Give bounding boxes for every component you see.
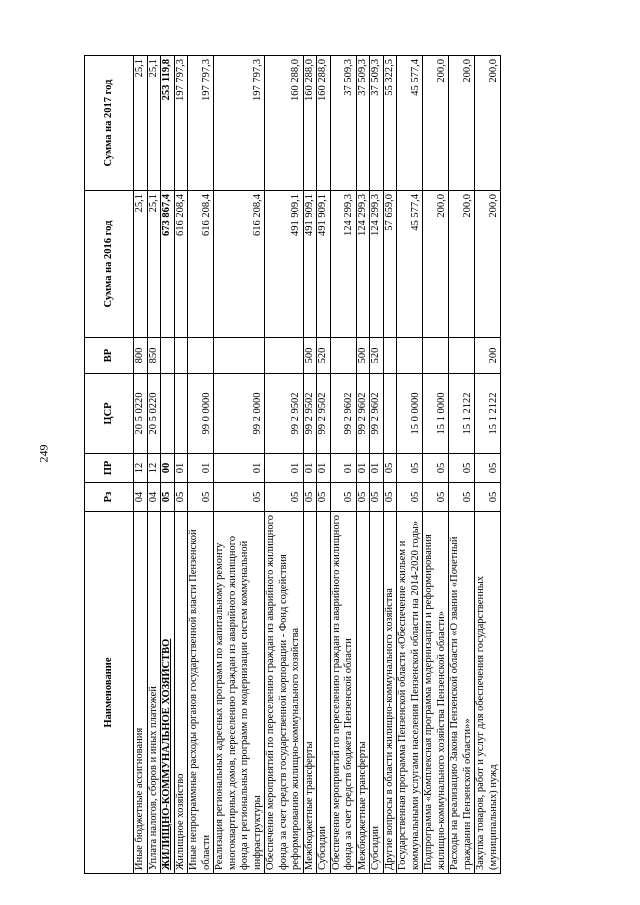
cell-csr [161,374,175,454]
cell-sum-2016: 673 867,4 [161,191,175,338]
table-row [188,56,214,874]
header-sum-2017: Сумма на 2017 год [85,56,134,191]
cell-name: Иные непрограммные расходы органов государственной власти Пензенской области [188,512,214,874]
header-csr: ЦСР [85,374,134,454]
cell-csr: 99 2 9602 [330,374,356,454]
cell-pr: 05 [449,454,475,483]
cell-sum-2016: 25,1 [134,191,148,338]
header-pr: ПР [85,454,134,483]
cell-name: Расходы на реализацию Закона Пензенской области «О звании «Почетный гражданин Пензенской области»» [449,512,475,874]
cell-sum-2017: 45 577,4 [397,56,423,191]
cell-name: Подпрограмма «Комплексная программа модернизации и реформирования жилищно-коммунального хозяйства Пензенской области» [423,512,449,874]
table-body [134,56,501,874]
cell-sum-2016: 616 208,4 [174,191,188,338]
cell-name: Иные бюджетные ассигнования [134,512,148,874]
cell-pr: 00 [161,454,175,483]
cell-vr [161,338,175,374]
cell-vr [214,338,265,374]
cell-csr: 99 2 9502 [265,374,304,454]
cell-csr: 15 1 0000 [423,374,449,454]
cell-name: Государственная программа Пензенской области «Обеспечение жильем и коммунальными услугами населения Пензенской области на 2014-2020 годы» [397,512,423,874]
cell-rz: 05 [303,483,317,512]
cell-rz: 05 [383,483,397,512]
cell-vr [397,338,423,374]
cell-sum-2017: 197 797,3 [188,56,214,191]
table-row [317,56,331,874]
cell-pr: 01 [265,454,304,483]
cell-pr: 01 [370,454,384,483]
cell-pr: 01 [303,454,317,483]
cell-name: Реализация региональных адресных программ по капитальному ремонту многоквартирных домов, переселению граждан из аварийного жилищного фонда и региональных программ по модернизации систем коммунальной инфраструктуры [214,512,265,874]
cell-csr: 99 2 9602 [370,374,384,454]
cell-vr [188,338,214,374]
cell-sum-2017: 197 797,3 [214,56,265,191]
cell-rz: 05 [174,483,188,512]
cell-sum-2016: 200,0 [423,191,449,338]
cell-csr: 99 2 9502 [303,374,317,454]
table-row [265,56,304,874]
cell-csr: 15 0 0000 [397,374,423,454]
cell-sum-2016: 200,0 [449,191,475,338]
cell-vr [265,338,304,374]
cell-sum-2016: 124 299,3 [370,191,384,338]
table-row [174,56,188,874]
cell-sum-2017: 37 509,3 [330,56,356,191]
cell-rz: 05 [265,483,304,512]
table-row [423,56,449,874]
table-row [397,56,423,874]
cell-rz: 05 [475,483,501,512]
cell-name: Межбюджетные трансферты [303,512,317,874]
cell-csr [383,374,397,454]
cell-vr: 800 [134,338,148,374]
cell-sum-2017: 253 119,8 [161,56,175,191]
cell-sum-2016: 57 659,0 [383,191,397,338]
cell-name: Субсидии [317,512,331,874]
cell-sum-2016: 491 909,1 [265,191,304,338]
table-row [161,56,175,874]
cell-rz: 05 [449,483,475,512]
cell-vr [330,338,356,374]
cell-sum-2016: 491 909,1 [317,191,331,338]
header-rz: Рз [85,483,134,512]
cell-sum-2017: 160 288,0 [303,56,317,191]
cell-rz: 05 [317,483,331,512]
table-row [214,56,265,874]
cell-sum-2017: 200,0 [423,56,449,191]
cell-sum-2017: 160 288,0 [317,56,331,191]
table-row [383,56,397,874]
table-row [147,56,161,874]
cell-vr [383,338,397,374]
cell-pr: 05 [475,454,501,483]
cell-pr: 05 [423,454,449,483]
cell-vr [423,338,449,374]
cell-sum-2016: 616 208,4 [214,191,265,338]
header-name: Наименование [85,512,134,874]
table-row [356,56,370,874]
cell-name: Субсидии [370,512,384,874]
header-row [85,56,134,874]
cell-sum-2017: 25,1 [134,56,148,191]
cell-name: Межбюджетные трансферты [356,512,370,874]
cell-sum-2016: 124 299,3 [330,191,356,338]
cell-rz: 05 [161,483,175,512]
cell-pr: 05 [383,454,397,483]
table-row [330,56,356,874]
cell-name: Жилищное хозяйство [174,512,188,874]
cell-pr: 01 [317,454,331,483]
cell-sum-2017: 200,0 [475,56,501,191]
cell-name: Обеспечение мероприятий по переселению граждан из аварийного жилищного фонда за счет средств государственной корпорации - Фонд содействия реформированию жилищно-коммунального хозяйства [265,512,304,874]
cell-sum-2017: 37 509,3 [370,56,384,191]
cell-rz: 05 [356,483,370,512]
cell-vr: 520 [317,338,331,374]
cell-pr: 12 [134,454,148,483]
cell-sum-2016: 45 577,4 [397,191,423,338]
budget-table-area [84,56,583,874]
cell-pr: 05 [397,454,423,483]
cell-name: Закупка товаров, работ и услуг для обеспечения государственных (муниципальных) нужд [475,512,501,874]
cell-csr: 99 2 9602 [356,374,370,454]
cell-sum-2016: 616 208,4 [188,191,214,338]
cell-csr [174,374,188,454]
cell-sum-2017: 55 322,5 [383,56,397,191]
cell-name: Уплата налогов, сборов и иных платежей [147,512,161,874]
cell-sum-2016: 491 909,1 [303,191,317,338]
cell-csr: 99 0 0000 [188,374,214,454]
cell-vr [174,338,188,374]
cell-name: Обеспечение мероприятий по переселению граждан из аварийного жилищного фонда за счет средств бюджета Пензенской области [330,512,356,874]
cell-sum-2016: 200,0 [475,191,501,338]
cell-rz: 04 [147,483,161,512]
cell-rz: 05 [397,483,423,512]
cell-sum-2016: 124 299,3 [356,191,370,338]
cell-sum-2017: 197 797,3 [174,56,188,191]
cell-csr: 15 1 2122 [449,374,475,454]
cell-vr: 500 [303,338,317,374]
cell-sum-2017: 25,1 [147,56,161,191]
cell-pr: 01 [330,454,356,483]
cell-csr: 20 5 0220 [147,374,161,454]
rotated-table-wrapper [84,56,583,874]
cell-vr: 200 [475,338,501,374]
header-vr: ВР [85,338,134,374]
cell-rz: 05 [423,483,449,512]
cell-vr [449,338,475,374]
cell-name: Другие вопросы в области жилищно-коммунального хозяйства [383,512,397,874]
cell-rz: 05 [330,483,356,512]
budget-table [84,55,501,874]
cell-pr: 01 [174,454,188,483]
cell-rz: 05 [214,483,265,512]
cell-csr: 15 1 2122 [475,374,501,454]
cell-pr: 01 [214,454,265,483]
cell-csr: 99 2 9502 [317,374,331,454]
table-row [475,56,501,874]
table-row [134,56,148,874]
cell-pr: 12 [147,454,161,483]
cell-rz: 05 [370,483,384,512]
cell-vr: 500 [356,338,370,374]
cell-rz: 05 [188,483,214,512]
table-row [370,56,384,874]
cell-sum-2017: 37 509,3 [356,56,370,191]
table-row [303,56,317,874]
header-sum-2016: Сумма на 2016 год [85,191,134,338]
cell-vr: 520 [370,338,384,374]
cell-sum-2016: 25,1 [147,191,161,338]
cell-pr: 01 [188,454,214,483]
table-row [449,56,475,874]
page-number: 249 [36,444,51,463]
cell-sum-2017: 160 288,0 [265,56,304,191]
cell-vr: 850 [147,338,161,374]
cell-rz: 04 [134,483,148,512]
cell-csr: 20 5 0220 [134,374,148,454]
cell-pr: 01 [356,454,370,483]
cell-sum-2017: 200,0 [449,56,475,191]
cell-name: ЖИЛИЩНО-КОММУНАЛЬНОЕ ХОЗЯЙСТВО [161,512,175,874]
cell-csr: 99 2 0000 [214,374,265,454]
